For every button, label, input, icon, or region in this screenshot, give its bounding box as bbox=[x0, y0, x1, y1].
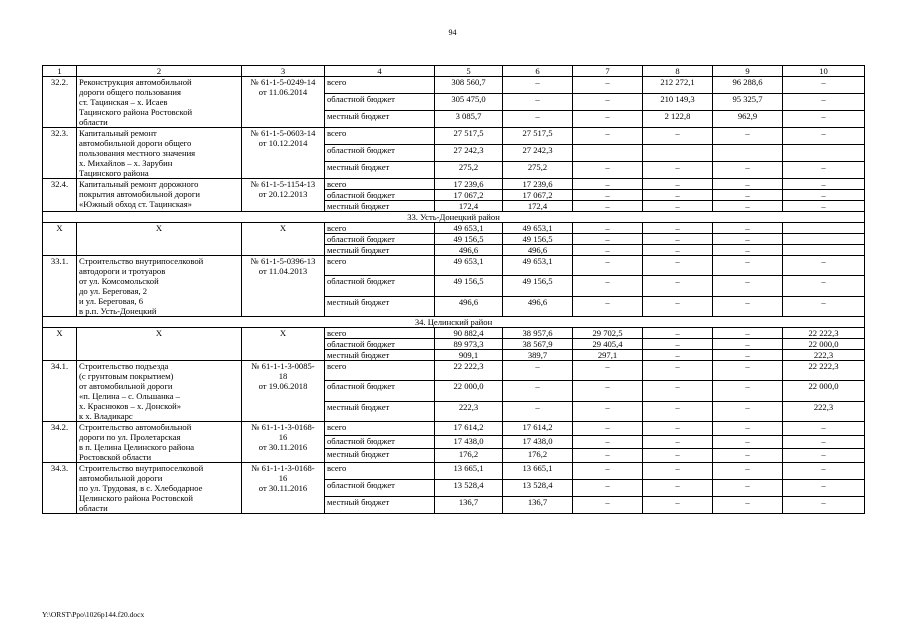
item-document: № 61-1-1-3-0168- 16 от 30.11.2016 bbox=[242, 422, 325, 463]
amount-cell: – bbox=[713, 463, 783, 480]
amount-cell: – bbox=[573, 128, 643, 145]
amount-cell: – bbox=[643, 128, 713, 145]
funding-source: местный бюджет bbox=[325, 162, 435, 179]
amount-cell: 13 528,4 bbox=[435, 480, 503, 497]
amount-cell: – bbox=[713, 497, 783, 514]
amount-cell: 136,7 bbox=[435, 497, 503, 514]
amount-cell: 27 517,5 bbox=[503, 128, 573, 145]
amount-cell: – bbox=[573, 449, 643, 463]
col-header: 2 bbox=[77, 66, 242, 77]
amount-cell: – bbox=[573, 111, 643, 128]
funding-source: всего bbox=[325, 422, 435, 436]
col-header: 8 bbox=[643, 66, 713, 77]
amount-cell: – bbox=[713, 422, 783, 436]
amount-cell: – bbox=[643, 339, 713, 350]
amount-cell: 389,7 bbox=[503, 350, 573, 361]
amount-cell: 49 156,5 bbox=[435, 276, 503, 296]
table-row bbox=[43, 328, 865, 339]
table-row bbox=[43, 128, 865, 145]
amount-cell: 49 156,5 bbox=[503, 276, 573, 296]
amount-cell: – bbox=[783, 435, 865, 449]
amount-cell bbox=[783, 234, 865, 245]
funding-source: областной бюджет bbox=[325, 94, 435, 111]
amount-cell: – bbox=[643, 449, 713, 463]
page-number: 94 bbox=[448, 28, 457, 37]
amount-cell: – bbox=[713, 435, 783, 449]
amount-cell: 176,2 bbox=[435, 449, 503, 463]
amount-cell bbox=[573, 145, 643, 162]
item-document: Х bbox=[242, 223, 325, 256]
amount-cell: – bbox=[783, 190, 865, 201]
item-number: 34.2. bbox=[43, 422, 77, 463]
amount-cell: 308 560,7 bbox=[435, 77, 503, 94]
amount-cell: – bbox=[643, 234, 713, 245]
funding-source: местный бюджет bbox=[325, 201, 435, 212]
amount-cell: – bbox=[643, 361, 713, 381]
amount-cell: – bbox=[573, 190, 643, 201]
funding-source: всего bbox=[325, 463, 435, 480]
amount-cell: 297,1 bbox=[573, 350, 643, 361]
item-document: № 61-1-1-3-0168- 16 от 30.11.2016 bbox=[242, 463, 325, 514]
col-header: 7 bbox=[573, 66, 643, 77]
funding-source: местный бюджет bbox=[325, 245, 435, 256]
funding-source: местный бюджет bbox=[325, 296, 435, 316]
amount-cell: 22 222,3 bbox=[435, 361, 503, 381]
item-document: № 61-1-5-0396-13 от 11.04.2013 bbox=[242, 256, 325, 317]
amount-cell: – bbox=[573, 77, 643, 94]
amount-cell: – bbox=[573, 463, 643, 480]
amount-cell: – bbox=[573, 162, 643, 179]
item-number: Х bbox=[43, 223, 77, 256]
section-row bbox=[43, 212, 865, 223]
item-name: Строительство автомобильной дороги по ул. Пролетарская в п. Целина Целинского района Ростовской области bbox=[77, 422, 242, 463]
amount-cell: 212 272,1 bbox=[643, 77, 713, 94]
item-document: Х bbox=[242, 328, 325, 361]
amount-cell: 38 567,9 bbox=[503, 339, 573, 350]
funding-source: областной бюджет bbox=[325, 190, 435, 201]
amount-cell: – bbox=[643, 401, 713, 421]
amount-cell: – bbox=[643, 223, 713, 234]
amount-cell: – bbox=[713, 381, 783, 401]
amount-cell: – bbox=[573, 234, 643, 245]
amount-cell: 90 882,4 bbox=[435, 328, 503, 339]
amount-cell: – bbox=[783, 497, 865, 514]
item-number: 32.3. bbox=[43, 128, 77, 179]
amount-cell: 13 665,1 bbox=[435, 463, 503, 480]
item-name: Реконструкция автомобильной дороги общего пользования ст. Тацинская – х. Исаев Тацинского района Ростовской области bbox=[77, 77, 242, 128]
amount-cell: 222,3 bbox=[435, 401, 503, 421]
amount-cell: 136,7 bbox=[503, 497, 573, 514]
amount-cell: – bbox=[713, 276, 783, 296]
amount-cell: 49 653,1 bbox=[503, 223, 573, 234]
amount-cell: – bbox=[573, 201, 643, 212]
amount-cell: – bbox=[643, 201, 713, 212]
col-header: 1 bbox=[43, 66, 77, 77]
amount-cell: – bbox=[643, 422, 713, 436]
section-row bbox=[43, 317, 865, 328]
amount-cell: – bbox=[783, 179, 865, 190]
amount-cell: – bbox=[643, 350, 713, 361]
col-header: 10 bbox=[783, 66, 865, 77]
item-document: № 61-1-5-1154-13 от 20.12.2013 bbox=[242, 179, 325, 212]
amount-cell: – bbox=[713, 449, 783, 463]
amount-cell: 49 653,1 bbox=[435, 256, 503, 276]
amount-cell: 22 222,3 bbox=[783, 328, 865, 339]
table-row bbox=[43, 361, 865, 381]
amount-cell: – bbox=[783, 276, 865, 296]
amount-cell: – bbox=[783, 111, 865, 128]
funding-source: всего bbox=[325, 223, 435, 234]
amount-cell: – bbox=[643, 256, 713, 276]
amount-cell: – bbox=[783, 480, 865, 497]
item-document: № 61-1-5-0249-14 от 11.06.2014 bbox=[242, 77, 325, 128]
amount-cell: – bbox=[573, 179, 643, 190]
amount-cell: – bbox=[573, 256, 643, 276]
funding-source: всего bbox=[325, 179, 435, 190]
amount-cell: 49 653,1 bbox=[435, 223, 503, 234]
amount-cell: – bbox=[573, 435, 643, 449]
amount-cell: – bbox=[573, 245, 643, 256]
amount-cell: – bbox=[713, 401, 783, 421]
amount-cell: 29 702,5 bbox=[573, 328, 643, 339]
amount-cell: – bbox=[713, 190, 783, 201]
amount-cell: – bbox=[783, 94, 865, 111]
amount-cell: – bbox=[783, 77, 865, 94]
table-row bbox=[43, 422, 865, 436]
amount-cell: – bbox=[713, 234, 783, 245]
amount-cell: – bbox=[643, 162, 713, 179]
amount-cell: – bbox=[713, 296, 783, 316]
amount-cell: 49 653,1 bbox=[503, 256, 573, 276]
col-header: 3 bbox=[242, 66, 325, 77]
funding-source: местный бюджет bbox=[325, 111, 435, 128]
amount-cell: 17 067,2 bbox=[435, 190, 503, 201]
funding-source: областной бюджет bbox=[325, 276, 435, 296]
amount-cell: – bbox=[573, 94, 643, 111]
amount-cell: – bbox=[573, 223, 643, 234]
amount-cell: – bbox=[503, 111, 573, 128]
file-path-footer: Y:\ORST\Ppo\1026p144.f20.docx bbox=[42, 610, 145, 619]
amount-cell: 96 288,6 bbox=[713, 77, 783, 94]
funding-source: всего bbox=[325, 328, 435, 339]
amount-cell bbox=[643, 145, 713, 162]
funding-source: всего bbox=[325, 256, 435, 276]
item-number: 32.2. bbox=[43, 77, 77, 128]
amount-cell: 22 000,0 bbox=[783, 339, 865, 350]
item-name: Строительство подъезда (с грунтовым покрытием) от автомобильной дороги «п. Целина – с. Ольшанка – х. Краснюков – х. Донской» к х. Владикарс bbox=[77, 361, 242, 422]
item-name: Строительство внутрипоселковой автомобильной дороги по ул. Трудовая, в с. Хлебодарное Целинского района Ростовской области bbox=[77, 463, 242, 514]
col-header: 4 bbox=[325, 66, 435, 77]
amount-cell: 2 122,8 bbox=[643, 111, 713, 128]
amount-cell: – bbox=[643, 296, 713, 316]
amount-cell: 17 067,2 bbox=[503, 190, 573, 201]
funding-source: всего bbox=[325, 361, 435, 381]
amount-cell bbox=[783, 223, 865, 234]
amount-cell: 95 325,7 bbox=[713, 94, 783, 111]
amount-cell: 496,6 bbox=[435, 296, 503, 316]
item-document: № 61-1-1-3-0085- 18 от 19.06.2018 bbox=[242, 361, 325, 422]
amount-cell: – bbox=[783, 256, 865, 276]
amount-cell: – bbox=[643, 276, 713, 296]
table-row bbox=[43, 179, 865, 190]
item-number: 34.3. bbox=[43, 463, 77, 514]
amount-cell: 222,3 bbox=[783, 350, 865, 361]
amount-cell: 17 614,2 bbox=[503, 422, 573, 436]
amount-cell: 27 242,3 bbox=[435, 145, 503, 162]
amount-cell: 22 222,3 bbox=[783, 361, 865, 381]
amount-cell: 222,3 bbox=[783, 401, 865, 421]
amount-cell: – bbox=[713, 128, 783, 145]
funding-source: местный бюджет bbox=[325, 350, 435, 361]
section-title: 33. Усть-Донецкий район bbox=[43, 212, 865, 223]
amount-cell: – bbox=[713, 201, 783, 212]
amount-cell bbox=[783, 145, 865, 162]
amount-cell: 172,4 bbox=[503, 201, 573, 212]
amount-cell: – bbox=[713, 339, 783, 350]
amount-cell: – bbox=[573, 480, 643, 497]
item-name: Х bbox=[77, 223, 242, 256]
table-row bbox=[43, 256, 865, 276]
amount-cell: 3 085,7 bbox=[435, 111, 503, 128]
amount-cell: – bbox=[783, 128, 865, 145]
amount-cell: – bbox=[503, 401, 573, 421]
amount-cell: – bbox=[783, 201, 865, 212]
amount-cell bbox=[783, 245, 865, 256]
amount-cell bbox=[713, 145, 783, 162]
amount-cell: – bbox=[783, 463, 865, 480]
amount-cell: – bbox=[573, 296, 643, 316]
table-row bbox=[43, 77, 865, 94]
funding-source: областной бюджет bbox=[325, 480, 435, 497]
col-header: 9 bbox=[713, 66, 783, 77]
amount-cell: 275,2 bbox=[503, 162, 573, 179]
amount-cell: – bbox=[643, 463, 713, 480]
funding-source: областной бюджет bbox=[325, 339, 435, 350]
amount-cell: 909,1 bbox=[435, 350, 503, 361]
amount-cell: – bbox=[713, 328, 783, 339]
amount-cell: – bbox=[783, 296, 865, 316]
amount-cell: 17 438,0 bbox=[503, 435, 573, 449]
funding-source: областной бюджет bbox=[325, 234, 435, 245]
amount-cell: – bbox=[783, 422, 865, 436]
amount-cell: – bbox=[503, 77, 573, 94]
amount-cell: – bbox=[783, 162, 865, 179]
funding-source: областной бюджет bbox=[325, 381, 435, 401]
table-row bbox=[43, 463, 865, 480]
amount-cell: 172,4 bbox=[435, 201, 503, 212]
funding-source: местный бюджет bbox=[325, 449, 435, 463]
amount-cell: 17 438,0 bbox=[435, 435, 503, 449]
amount-cell: – bbox=[783, 449, 865, 463]
amount-cell: 22 000,0 bbox=[783, 381, 865, 401]
item-name: Х bbox=[77, 328, 242, 361]
amount-cell: – bbox=[643, 435, 713, 449]
amount-cell: 496,6 bbox=[503, 296, 573, 316]
amount-cell: 210 149,3 bbox=[643, 94, 713, 111]
amount-cell: – bbox=[573, 381, 643, 401]
amount-cell: – bbox=[713, 256, 783, 276]
amount-cell: – bbox=[643, 179, 713, 190]
amount-cell: 176,2 bbox=[503, 449, 573, 463]
amount-cell: – bbox=[643, 245, 713, 256]
amount-cell: – bbox=[713, 223, 783, 234]
column-number-row bbox=[43, 66, 865, 77]
amount-cell: 38 957,6 bbox=[503, 328, 573, 339]
funding-source: областной бюджет bbox=[325, 145, 435, 162]
amount-cell: – bbox=[573, 422, 643, 436]
amount-cell: – bbox=[503, 381, 573, 401]
funding-source: областной бюджет bbox=[325, 435, 435, 449]
amount-cell: 22 000,0 bbox=[435, 381, 503, 401]
amount-cell: 27 242,3 bbox=[503, 145, 573, 162]
amount-cell: – bbox=[643, 497, 713, 514]
amount-cell: 49 156,5 bbox=[503, 234, 573, 245]
budget-table bbox=[42, 65, 865, 514]
amount-cell: 29 405,4 bbox=[573, 339, 643, 350]
amount-cell: – bbox=[643, 480, 713, 497]
amount-cell: 13 528,4 bbox=[503, 480, 573, 497]
funding-source: всего bbox=[325, 77, 435, 94]
amount-cell: 27 517,5 bbox=[435, 128, 503, 145]
amount-cell: – bbox=[713, 162, 783, 179]
amount-cell: – bbox=[713, 179, 783, 190]
amount-cell: – bbox=[643, 381, 713, 401]
funding-source: всего bbox=[325, 128, 435, 145]
item-document: № 61-1-5-0603-14 от 10.12.2014 bbox=[242, 128, 325, 179]
col-header: 6 bbox=[503, 66, 573, 77]
amount-cell: – bbox=[713, 245, 783, 256]
item-number: 32.4. bbox=[43, 179, 77, 212]
amount-cell: – bbox=[713, 480, 783, 497]
amount-cell: – bbox=[713, 361, 783, 381]
section-title: 34. Целинский район bbox=[43, 317, 865, 328]
amount-cell: 17 239,6 bbox=[435, 179, 503, 190]
amount-cell: 496,6 bbox=[435, 245, 503, 256]
amount-cell: – bbox=[643, 328, 713, 339]
item-name: Капитальный ремонт дорожного покрытия автомобильной дороги «Южный обход ст. Тацинская» bbox=[77, 179, 242, 212]
item-name: Строительство внутрипоселковой автодороги и тротуаров от ул. Комсомольской до ул. Береговая, 2 и ул. Береговая, 6 в р.п. Усть-Донецкий bbox=[77, 256, 242, 317]
amount-cell: 89 973,3 bbox=[435, 339, 503, 350]
col-header: 5 bbox=[435, 66, 503, 77]
table-row bbox=[43, 223, 865, 234]
funding-source: местный бюджет bbox=[325, 401, 435, 421]
item-name: Капитальный ремонт автомобильной дороги общего пользования местного значения х. Михайлов – х. Зарубин Тацинского района bbox=[77, 128, 242, 179]
amount-cell: 17 239,6 bbox=[503, 179, 573, 190]
amount-cell: – bbox=[503, 361, 573, 381]
amount-cell: – bbox=[643, 190, 713, 201]
amount-cell: 305 475,0 bbox=[435, 94, 503, 111]
amount-cell: 49 156,5 bbox=[435, 234, 503, 245]
amount-cell: – bbox=[713, 350, 783, 361]
amount-cell: 17 614,2 bbox=[435, 422, 503, 436]
item-number: 33.1. bbox=[43, 256, 77, 317]
amount-cell: – bbox=[573, 361, 643, 381]
funding-source: местный бюджет bbox=[325, 497, 435, 514]
amount-cell: – bbox=[573, 276, 643, 296]
amount-cell: – bbox=[503, 94, 573, 111]
amount-cell: – bbox=[573, 401, 643, 421]
amount-cell: 962,9 bbox=[713, 111, 783, 128]
item-number: Х bbox=[43, 328, 77, 361]
amount-cell: 275,2 bbox=[435, 162, 503, 179]
amount-cell: – bbox=[573, 497, 643, 514]
amount-cell: 496,6 bbox=[503, 245, 573, 256]
amount-cell: 13 665,1 bbox=[503, 463, 573, 480]
item-number: 34.1. bbox=[43, 361, 77, 422]
